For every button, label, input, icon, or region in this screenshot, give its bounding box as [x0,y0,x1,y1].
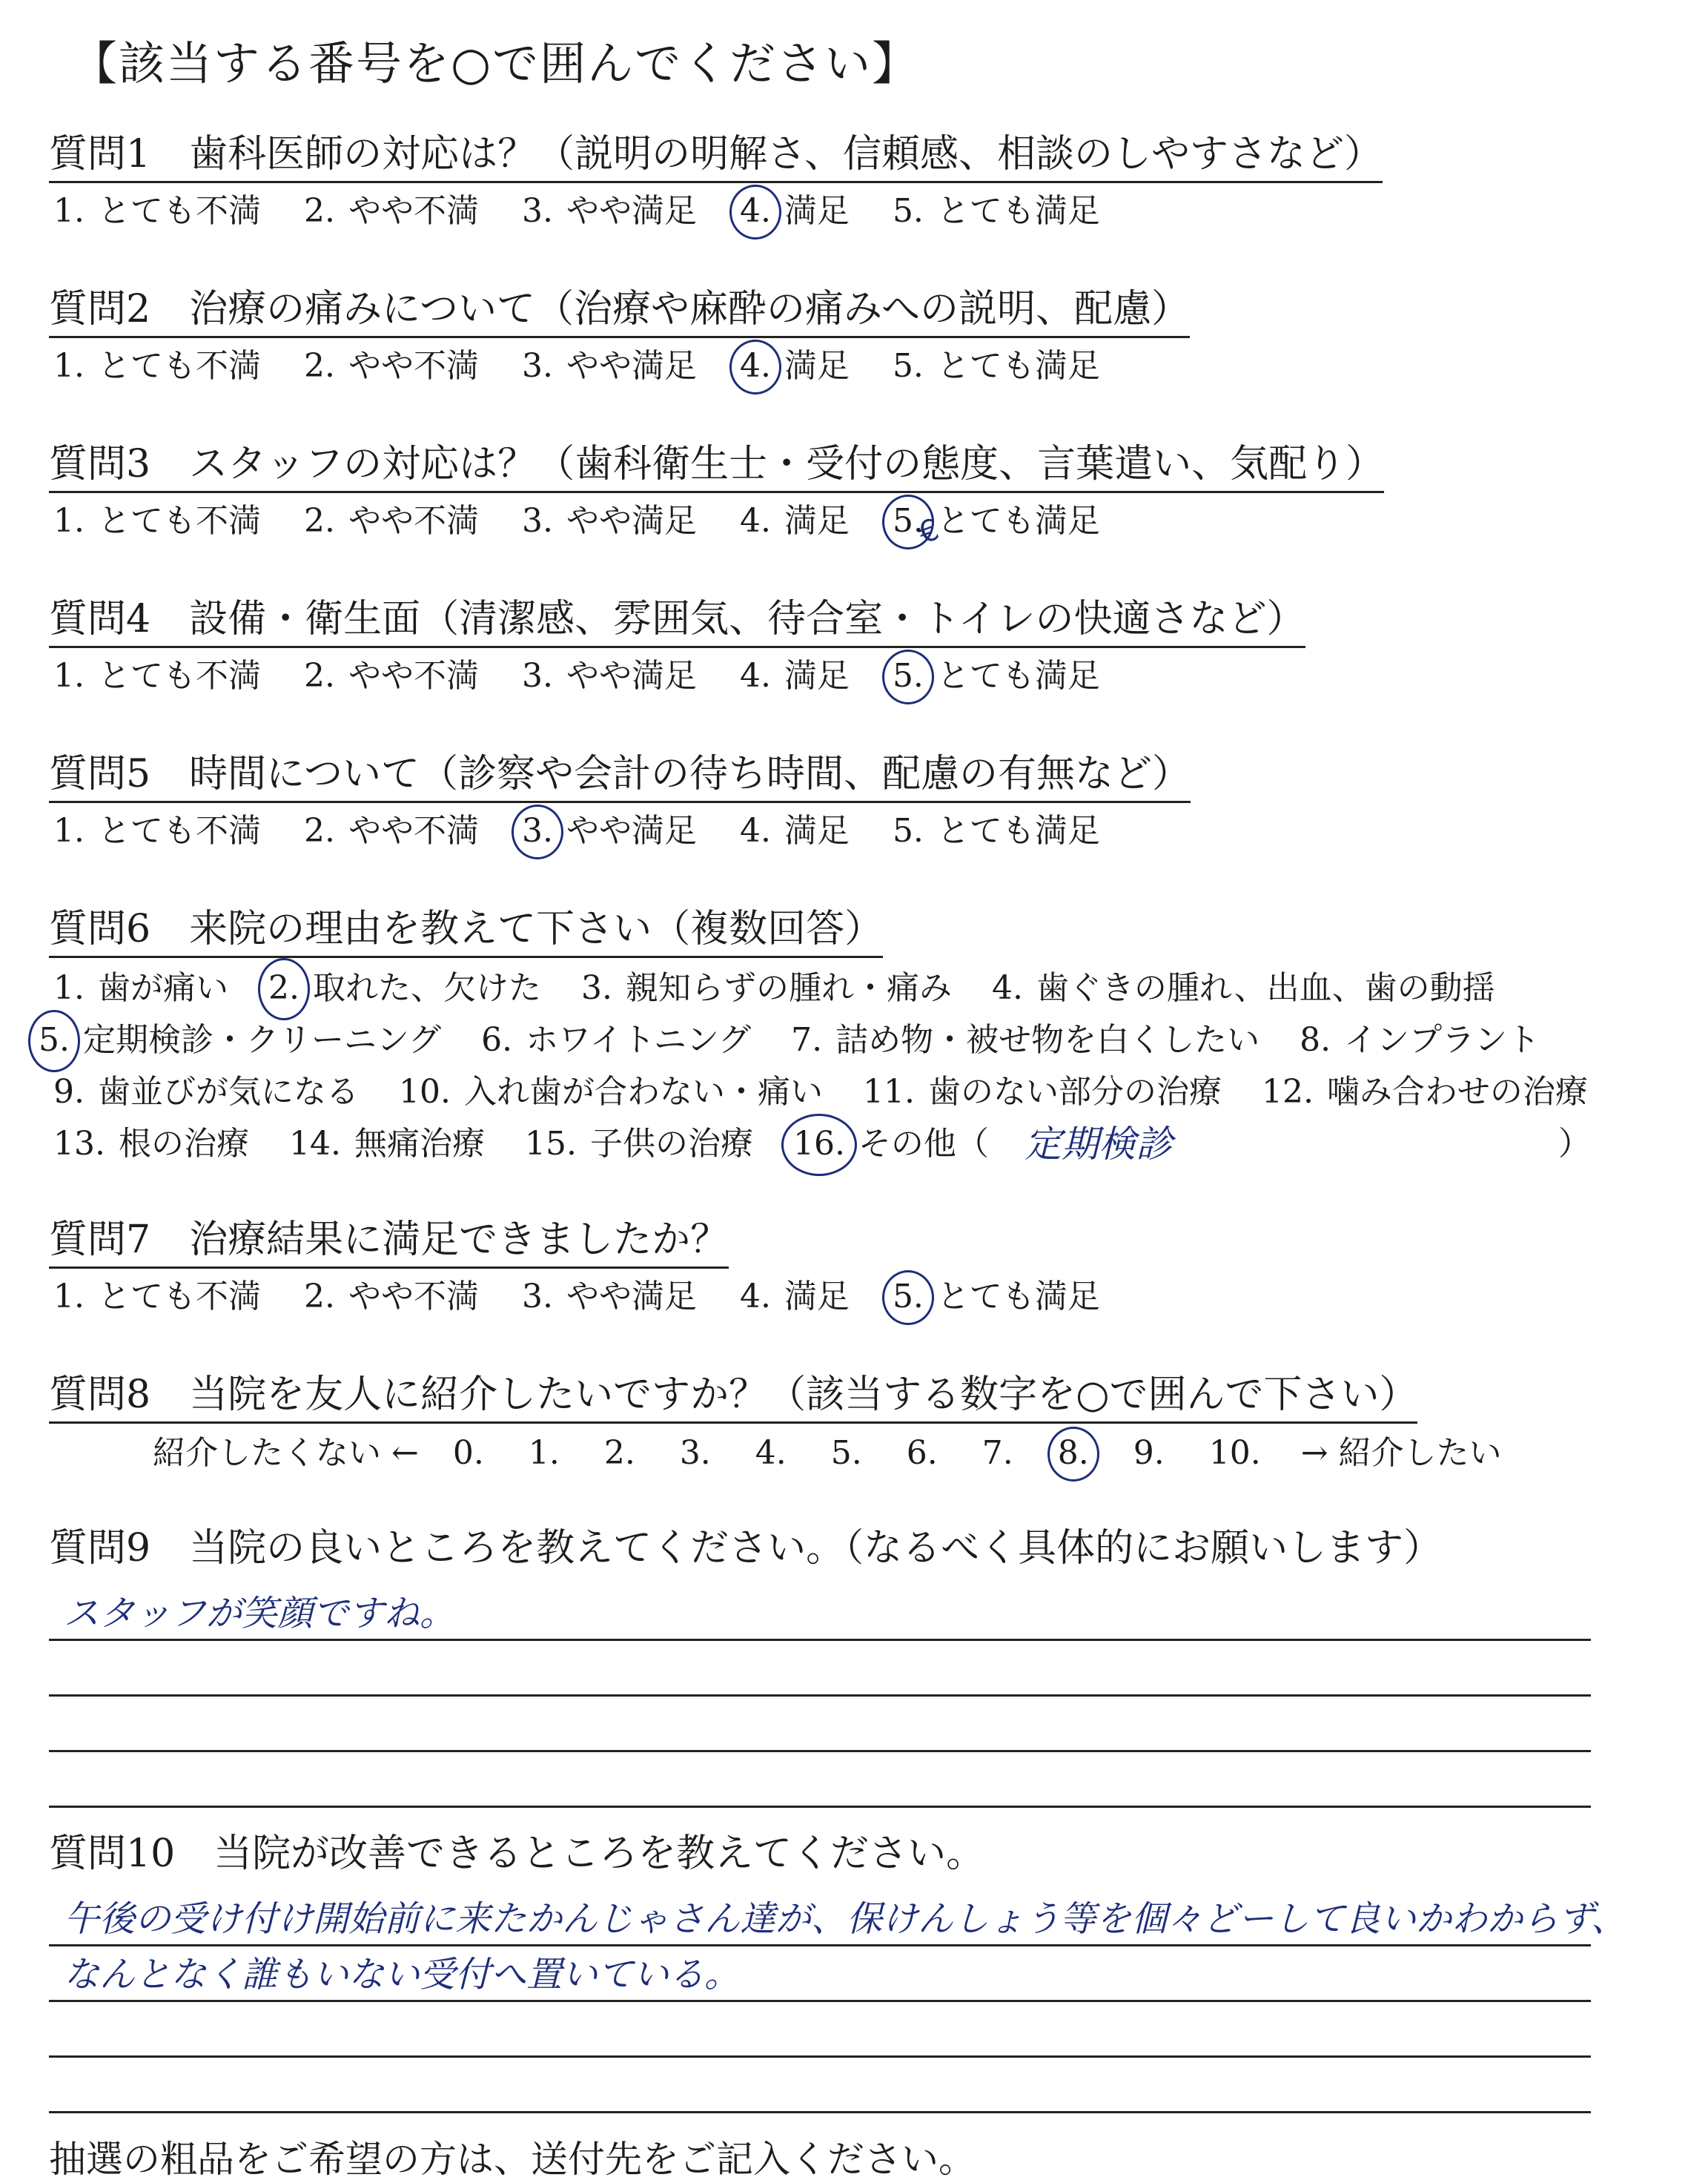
question-5-options [49,809,1665,853]
question-4 [49,595,1665,699]
question-8-heading: 質問8 当院を友人に紹介したいですか？（該当する数字を○で囲んで下さい） [49,1371,1417,1424]
question-1 [49,131,1665,234]
option-label: 取れた、欠けた [312,969,541,1007]
answer-line[interactable] [49,1697,1591,1752]
option-label: 歯並びが気になる [97,1073,359,1111]
option-label: やや不満 [348,812,479,850]
option[interactable] [735,189,850,234]
scale-value[interactable]: 9. [1133,1434,1165,1472]
option-label: やや不満 [348,1278,479,1315]
option-label: やや不満 [348,192,479,230]
option-label: インプラント [1344,1021,1540,1059]
question-4-heading: 質問4 設備・衛生面（清潔感、雰囲気、待合室・トイレの快適さなど） [49,595,1305,648]
option[interactable] [888,189,1100,234]
selected-option-number: 16. [789,1118,850,1170]
selected-option-number: 3. [517,809,557,853]
handwritten-answer: なんとなく誰もいない受付へ置いている。 [64,1954,741,1995]
question-2 [49,285,1665,389]
option-label: やや満足 [566,657,697,695]
option-number: 4. [739,1278,771,1315]
option-label: とても不満 [97,192,261,230]
option[interactable] [577,962,952,1014]
answer-line[interactable] [49,1752,1591,1808]
option-number: 2. [303,812,335,850]
option[interactable] [49,189,261,234]
option[interactable] [888,344,1100,389]
option-number: 4. [739,812,771,850]
option-row [49,962,1665,1014]
option[interactable] [49,809,261,853]
option-number: 5. [892,347,924,385]
question-9-answer-lines [49,1585,1665,1808]
option-label: 満足 [784,347,850,385]
option-number: 10. [398,1073,451,1111]
answer-line[interactable] [49,1891,1627,1946]
option-label: 定期検診・クリーニング [82,1021,442,1059]
question-8 [49,1371,1665,1476]
option[interactable] [888,499,1100,544]
scale-value[interactable]: 10. [1208,1434,1261,1472]
option-label: とても満足 [936,657,1100,695]
question-10-answer-lines [49,1891,1665,2113]
option-number: 3. [521,1278,553,1315]
question-6-heading: 質問6 来院の理由を教えて下さい（複数回答） [49,905,883,958]
selected-option-number: 4. [735,344,775,389]
option[interactable] [517,654,697,699]
option-number: 1. [53,192,85,230]
answer-line[interactable] [49,1641,1591,1697]
option[interactable] [517,189,697,234]
question-9-heading: 質問9 当院の良いところを教えてください。（なるべく具体的にお願いします） [49,1526,1443,1571]
scale-values [448,1431,1301,1476]
option[interactable] [1295,1014,1540,1066]
option-number: 14. [288,1125,341,1163]
option-label: やや満足 [566,1278,697,1315]
option-number: 1. [53,812,85,850]
option[interactable] [299,189,479,234]
scale-left-label: 紹介したくない ← [153,1434,419,1472]
other-reason-text[interactable]: 定期検診 [1024,1123,1173,1166]
option-label: やや満足 [566,192,697,230]
scale-right-label: → 紹介したい [1300,1434,1502,1472]
answer-line[interactable] [49,1946,1591,2002]
answer-line[interactable] [49,2058,1591,2113]
option-number: 2. [303,1278,335,1315]
option-label: 歯ぐきの腫れ、出血、歯の動揺 [1036,969,1495,1007]
question-1-options [49,189,1665,234]
option-number: 1. [53,502,85,540]
option-label: 無痛治療 [354,1125,485,1163]
option-number: 11. [862,1073,915,1111]
option-number: 4. [739,657,771,695]
question-2-options [49,344,1665,389]
option[interactable] [299,809,479,853]
option-number: 2. [303,657,335,695]
scale-value[interactable]: 0. [452,1434,484,1472]
option-number: 4. [739,502,771,540]
question-5-heading: 質問5 時間について（診察や会計の待ち時間、配慮の有無など） [49,750,1191,803]
option[interactable] [517,809,697,853]
option-label: やや満足 [566,812,697,850]
option[interactable] [49,962,228,1014]
option-row [34,1014,1665,1066]
page-title: 【該当する番号を○で囲んでください】 [71,36,920,90]
option[interactable] [394,1066,823,1118]
selected-scale-value[interactable]: 8. [1053,1431,1093,1476]
selected-option-number: 4. [735,189,775,234]
option[interactable] [888,1275,1100,1319]
option-label: とても不満 [97,502,261,540]
answer-line[interactable] [49,1585,1591,1641]
scale-value[interactable]: 2. [603,1434,635,1472]
option[interactable] [789,1118,989,1170]
option-label: とても不満 [97,347,261,385]
option-label: やや満足 [566,502,697,540]
option[interactable] [299,344,479,389]
option[interactable] [987,962,1495,1014]
option-number: 1. [53,969,85,1007]
option-number: 7. [791,1021,823,1059]
footer-note: 抽選の粗品をご希望の方は、送付先をご記入ください。 [49,2138,976,2181]
option-label: 満足 [784,192,850,230]
option-number: 9. [53,1073,85,1111]
option-label: やや満足 [566,347,697,385]
option-number: 5. [892,192,924,230]
option[interactable] [49,1275,261,1319]
option[interactable] [517,1275,697,1319]
option-label: 子供の治療 [589,1125,753,1163]
option[interactable] [1257,1066,1588,1118]
option-number: 6. [481,1021,513,1059]
option-label: とても満足 [936,812,1100,850]
selected-option-number: 5. [888,1275,928,1319]
option[interactable] [477,1014,751,1066]
option-number: 3. [521,657,553,695]
option-number: 1. [53,657,85,695]
option-label: 満足 [784,657,850,695]
question-10-heading: 質問10 当院が改善できるところを教えてください。 [49,1832,985,1876]
option-label: とても満足 [936,347,1100,385]
option-row [49,1118,1665,1170]
option[interactable] [49,1118,249,1170]
option-label: 噛み合わせの治療 [1326,1073,1588,1111]
selected-option-number: 5. [34,1014,74,1066]
stray-pen-mark: € [913,512,944,551]
scale-value[interactable]: 4. [755,1434,787,1472]
question-5 [49,750,1665,853]
question-3-options [49,499,1665,544]
option-number: 15. [524,1125,577,1163]
option[interactable] [264,962,541,1014]
option[interactable] [735,809,850,853]
question-6 [39,905,1665,1170]
scale-value[interactable]: 6. [906,1434,938,1472]
option-label: 歯のない部分の治療 [927,1073,1222,1111]
question-7-heading: 質問7 治療結果に満足できましたか？ [49,1216,729,1269]
option-label: とても不満 [97,657,261,695]
option-number: 3. [521,502,553,540]
option-number: 4. [991,969,1023,1007]
option-number: 13. [53,1125,105,1163]
option-label: その他（ [858,1125,989,1163]
option[interactable] [735,1275,850,1319]
option-label: 満足 [784,1278,850,1315]
option[interactable] [888,654,1100,699]
option[interactable] [517,344,697,389]
option-label: とても不満 [97,1278,261,1315]
option-label: 根の治療 [118,1125,249,1163]
question-9 [49,1525,1665,1808]
option[interactable] [520,1118,753,1170]
option[interactable] [888,809,1100,853]
question-3-heading: 質問3 スタッフの対応は？（歯科衛生士・受付の態度、言葉遣い、気配り） [49,440,1384,493]
option-number: 3. [521,347,553,385]
option[interactable] [299,1275,479,1319]
option-label: とても満足 [936,1278,1100,1315]
option-label: ホワイトニング [526,1021,752,1059]
selected-option-number: 5. [888,499,928,544]
scale-value[interactable]: 5. [830,1434,862,1472]
option[interactable] [34,1014,441,1066]
option[interactable] [49,654,261,699]
option-label: やや不満 [348,347,479,385]
option-label: 満足 [784,812,850,850]
option[interactable] [49,499,261,544]
option-label: 詰め物・被せ物を白くしたい [835,1021,1260,1059]
option[interactable] [299,654,479,699]
scale-value[interactable]: 1. [528,1434,560,1472]
option-number: 2. [303,502,335,540]
option-number: 2. [303,347,335,385]
option-label: 歯が痛い [97,969,228,1007]
answer-line[interactable] [49,2002,1591,2058]
option[interactable] [49,344,261,389]
option[interactable] [735,344,850,389]
option[interactable] [517,499,697,544]
option-number: 3. [580,969,612,1007]
option-label: やや不満 [348,657,479,695]
question-6-options [39,962,1665,1170]
option-number: 8. [1300,1021,1331,1059]
option-number: 12. [1261,1073,1314,1111]
question-1-heading: 質問1 歯科医師の対応は？（説明の明解さ、信頼感、相談のしやすさなど） [49,131,1383,183]
other-close-paren: ） [1558,1125,1591,1163]
option-number: 3. [521,192,553,230]
question-7-options [49,1275,1665,1319]
handwritten-answer: スタッフが笑顔ですね。 [64,1593,456,1634]
option-row [49,1066,1665,1118]
option-number: 5. [892,812,924,850]
option-label: 満足 [784,502,850,540]
option[interactable] [787,1014,1260,1066]
selected-option-number: 5. [888,654,928,699]
option-number: 1. [53,1278,85,1315]
question-7 [49,1216,1665,1319]
scale-value[interactable]: 3. [679,1434,711,1472]
option[interactable] [285,1118,485,1170]
question-3 [49,440,1665,544]
option-label: とても満足 [936,192,1100,230]
option-number: 1. [53,347,85,385]
question-2-heading: 質問2 治療の痛みについて（治療や麻酔の痛みへの説明、配慮） [49,285,1190,338]
option-label: とても不満 [97,812,261,850]
option[interactable] [735,654,850,699]
option-label: やや不満 [348,502,479,540]
option-label: 親知らずの腫れ・痛み [625,969,952,1007]
option[interactable] [858,1066,1222,1118]
option-number: 2. [303,192,335,230]
handwritten-answer: 午後の受け付け開始前に来たかんじゃさん達が、保けんしょう等を個々どーして良いかわからず、 [64,1898,1627,1940]
scale-value[interactable]: 7. [982,1434,1013,1472]
option[interactable] [299,499,479,544]
question-10 [49,1830,1665,2113]
question-4-options [49,654,1665,699]
selected-option-number: 2. [264,962,304,1014]
option-label: とても満足 [936,502,1100,540]
question-8-scale [153,1431,1665,1476]
option-label: 入れ歯が合わない・痛い [463,1073,823,1111]
option[interactable] [49,1066,359,1118]
option[interactable] [735,499,850,544]
